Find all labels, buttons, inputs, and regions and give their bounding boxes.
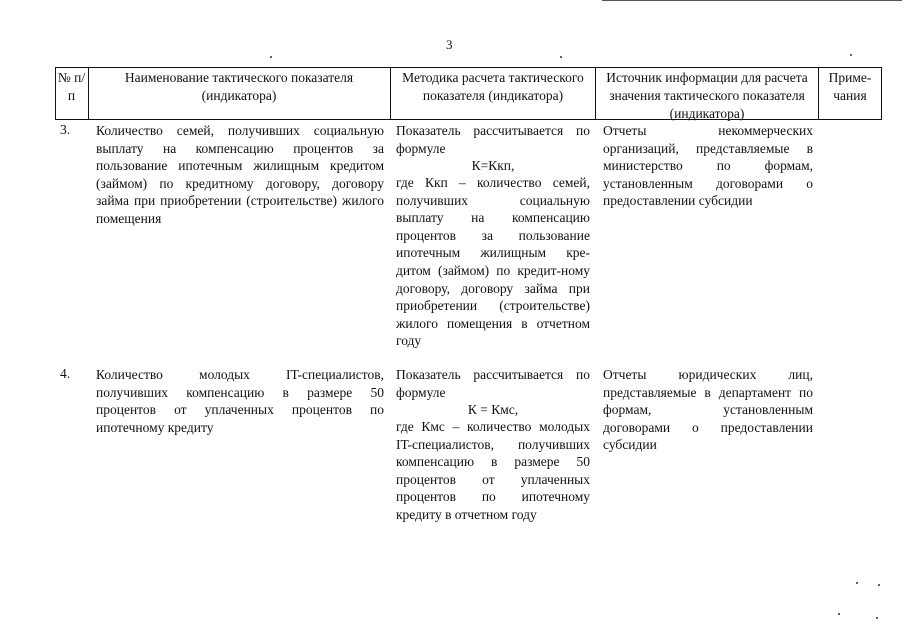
header-indicator-name: Наименование тактического показателя (индикатора) — [124, 70, 354, 103]
column-divider — [881, 67, 882, 119]
column-divider — [55, 67, 56, 119]
header-information-source: Источник информации для расчета значения тактического показателя (индикатора) — [606, 70, 808, 121]
header-number: № п/п — [57, 70, 86, 103]
row-number: 3. — [60, 122, 71, 137]
information-source: Отчеты некоммерческих организаций, представляемые в министерство по формам, установленным договорами о предоставлении субсидии — [603, 123, 813, 209]
scan-speck — [878, 584, 880, 586]
scan-speck — [560, 56, 562, 58]
method-description: где Ккп – количество семей, получивших социальную выплату на компенсацию процентов за пользование ипотечным жилищным кре-дитом (займом) по кредит-ному договору, договору займа при приобретении (строительстве) жилого помещения в отчетном году — [396, 175, 590, 349]
method-intro: Показатель рассчитывается по формуле — [396, 367, 590, 400]
column-divider — [88, 67, 89, 119]
column-divider — [595, 67, 596, 119]
indicator-name: Количество молодых IT-специалистов, получивших компенсацию в размере 50 процентов от уплаченных процентов по ипотечному кредиту — [96, 367, 384, 435]
information-source: Отчеты юридических лиц, представляемые в департамент по формам, установленным договорами о предоставлении субсидии — [603, 367, 813, 453]
method-intro: Показатель рассчитывается по формуле — [396, 123, 590, 156]
scan-speck — [856, 582, 858, 584]
scan-speck — [838, 613, 840, 615]
table-header-top-border — [55, 67, 882, 68]
column-divider — [818, 67, 819, 119]
scan-speck — [270, 56, 272, 58]
page-number: 3 — [446, 37, 453, 52]
header-calculation-method: Методика расчета тактического показателя (индикатора) — [402, 70, 584, 103]
scan-speck — [850, 54, 852, 56]
method-description: где Кмс – количество молодых IT-специалистов, получивших компенсацию в размере 50 процентов от уплаченных процентов по ипотечному кредиту в отчетном году — [396, 419, 590, 522]
top-rule — [602, 0, 902, 1]
row-number: 4. — [60, 366, 71, 381]
method-formula: К = Кмс, — [467, 402, 519, 417]
header-notes: Приме-чания — [828, 70, 872, 103]
column-divider — [390, 67, 391, 119]
indicator-name: Количество семей, получивших социальную выплату на компенсацию процентов за пользование ипотечным жилищным кредитом (займом) по кредитному договору, договору займа при приобретении (строительстве) жилого помещения — [96, 123, 384, 226]
scan-speck — [876, 617, 878, 619]
method-formula: К=Ккп, — [471, 158, 515, 173]
